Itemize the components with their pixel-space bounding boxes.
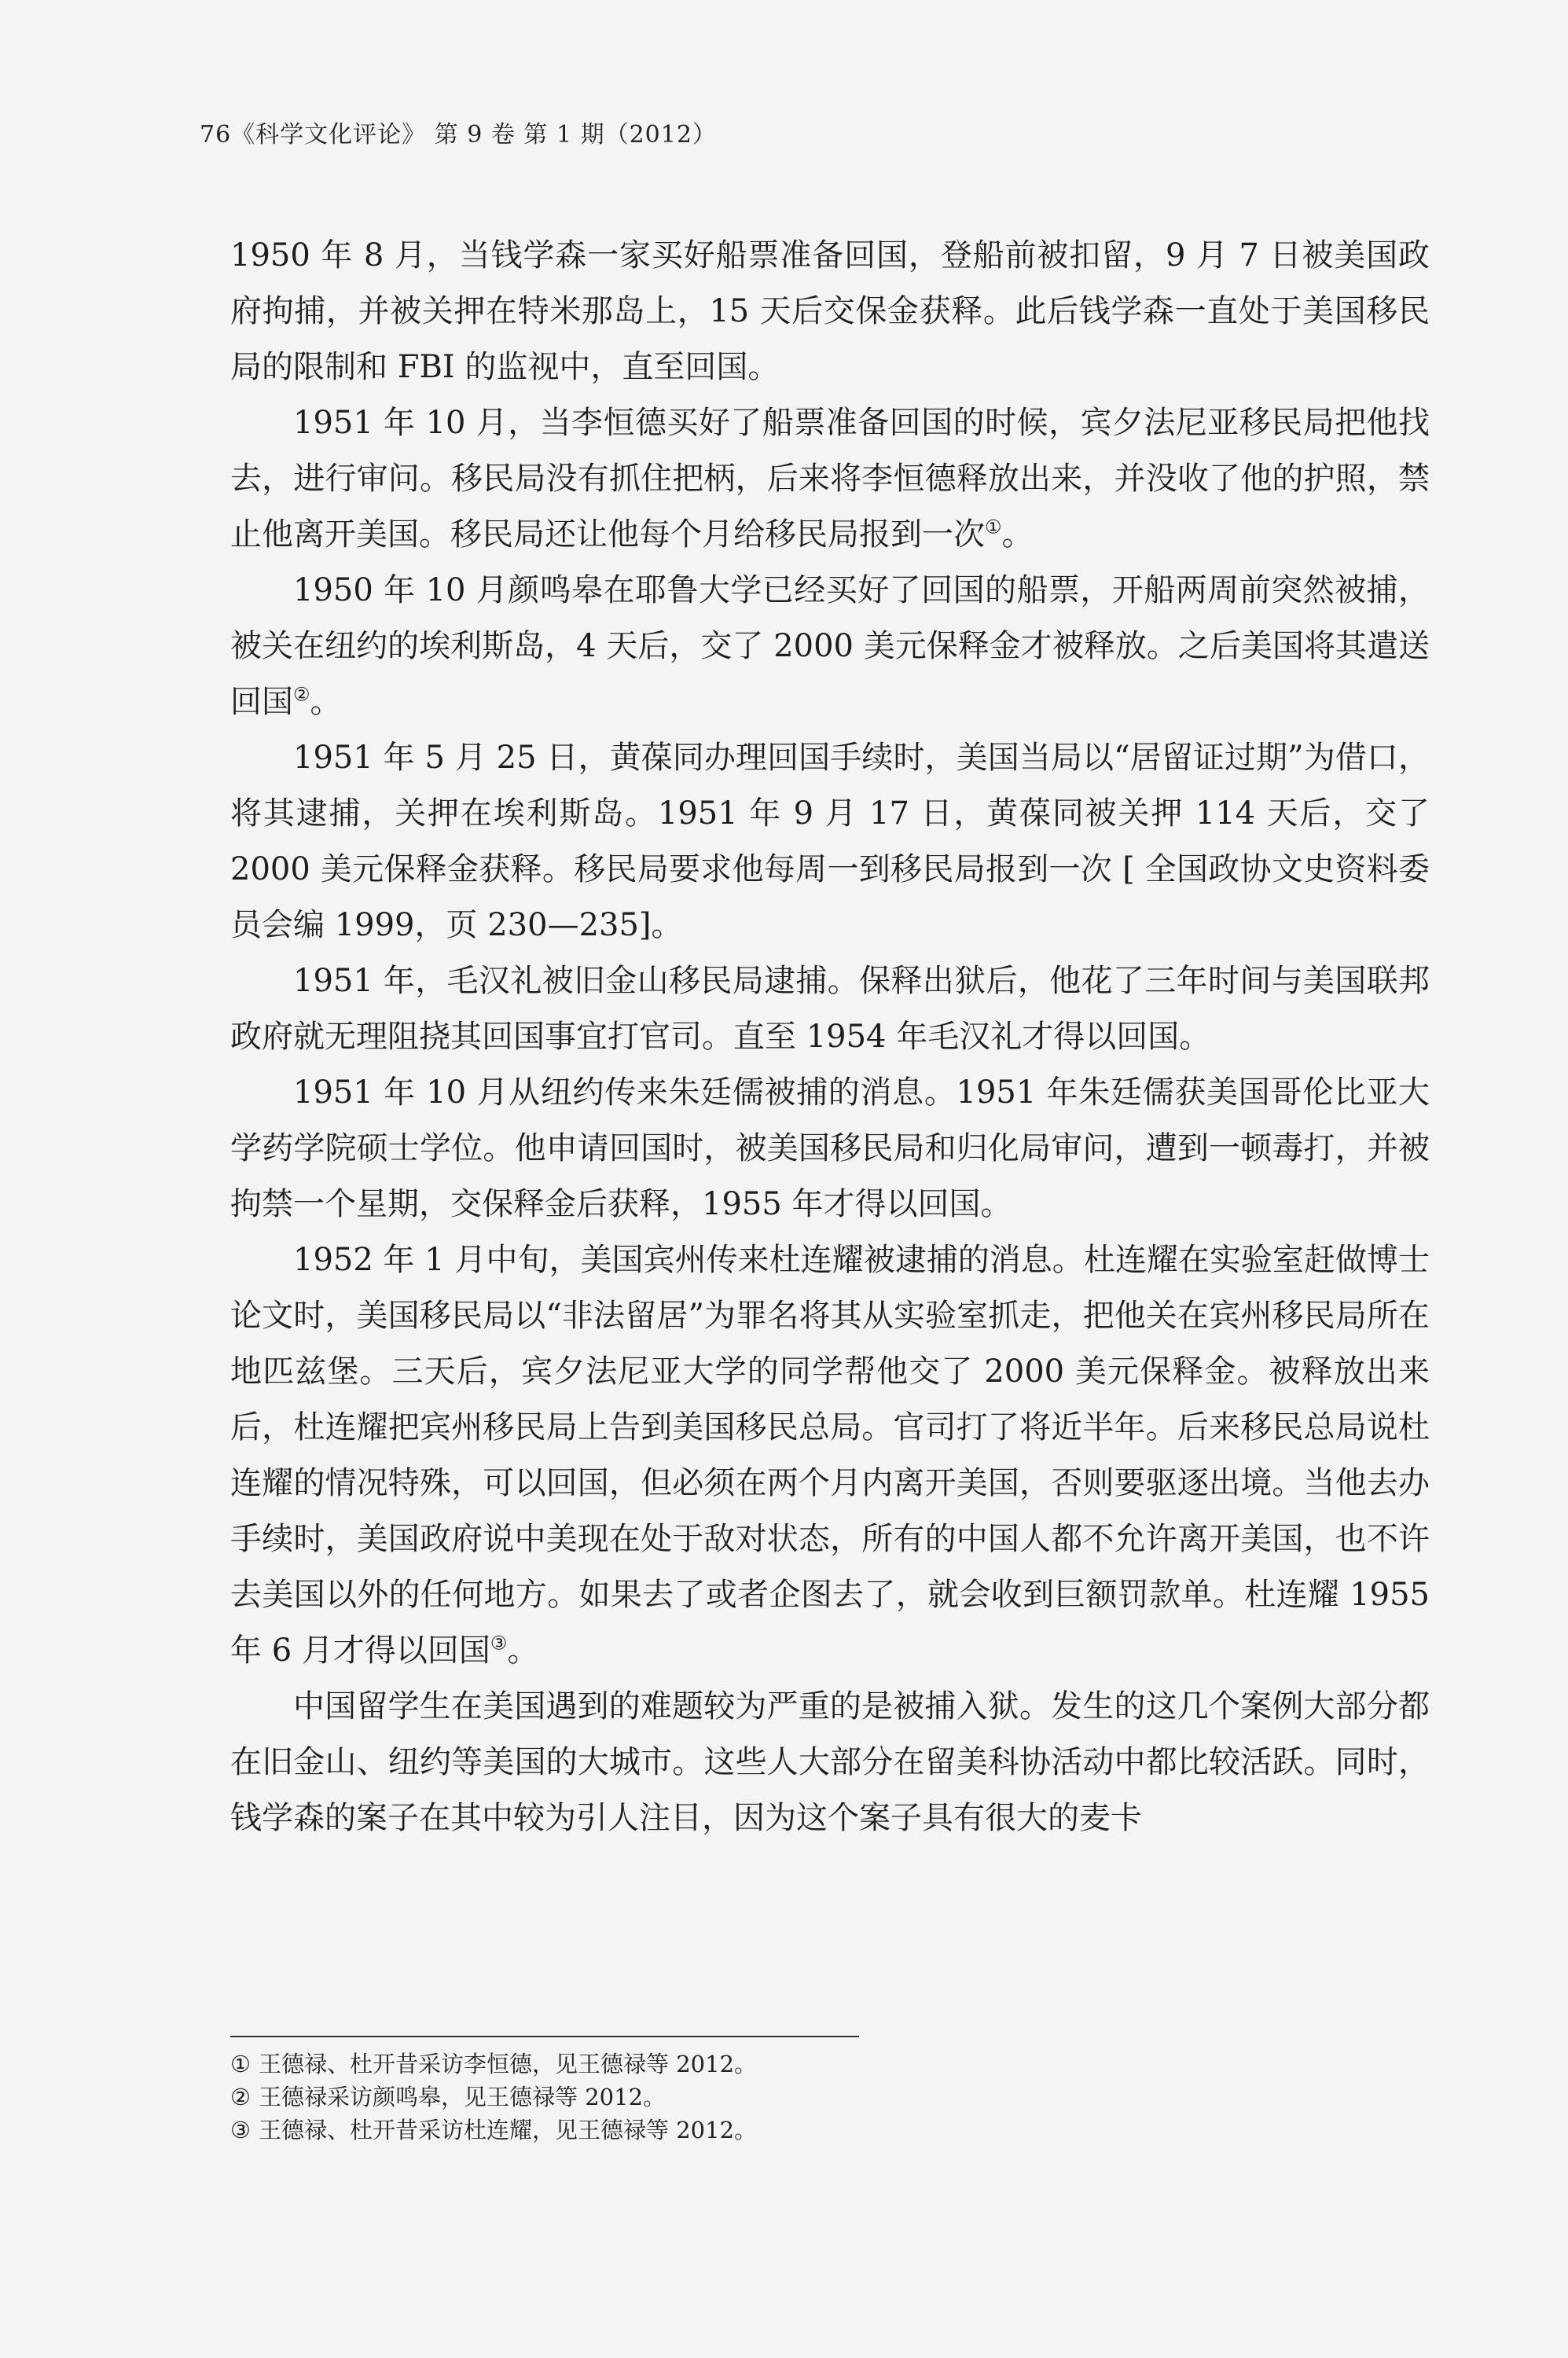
footnote-2 — [230, 2081, 1252, 2114]
footnote-1 — [230, 2048, 1252, 2081]
running-head: 76《科学文化评论》 第 9 卷 第 1 期（2012） — [200, 121, 717, 149]
paragraph-mao-hanli — [230, 953, 1430, 1065]
body-text — [230, 228, 1430, 1846]
paragraph-tail: 。 — [507, 1633, 539, 1669]
paragraph-tail: 。 — [1001, 516, 1034, 553]
paragraph-text: 1950 年 10 月颜鸣皋在耶鲁大学已经买好了回国的船票，开船两周前突然被捕，被关在纽约的埃利斯岛，4 天后，交了 2000 美元保释金才被释放。之后美国将其遣送回国 — [230, 572, 1430, 720]
paragraph-yan-minggao — [230, 563, 1430, 730]
footnote-marker-3[interactable]: ③ — [490, 1632, 508, 1655]
footnote-3 — [230, 2114, 1252, 2147]
paragraph-text: 1950 年 8 月，当钱学森一家买好船票准备回国，登船前被扣留，9 月 7 日被美国政府拘捕，并被关押在特米那岛上，15 天后交保金获释。此后钱学森一直处于美国移民局的限制和 FBI 的监视中，直至回国。 — [230, 237, 1430, 385]
paragraph-summary — [230, 1679, 1430, 1846]
footnote-divider — [230, 2036, 859, 2037]
paragraph-text: 1951 年，毛汉礼被旧金山移民局逮捕。保释出狱后，他花了三年时间与美国联邦政府就无理阻挠其回国事宜打官司。直至 1954 年毛汉礼才得以回国。 — [230, 963, 1430, 1055]
footnotes — [230, 2048, 1252, 2147]
paragraph-text: 中国留学生在美国遇到的难题较为严重的是被捕入狱。发生的这几个案例大部分都在旧金山、纽约等美国的大城市。这些人大部分在留美科协活动中都比较活跃。同时，钱学森的案子在其中较为引人注目，因为这个案子具有很大的麦卡 — [230, 1688, 1430, 1836]
footnote-number: ③ — [230, 2117, 251, 2143]
paragraph-text: 1952 年 1 月中旬，美国宾州传来杜连耀被逮捕的消息。杜连耀在实验室赶做博士论文时，美国移民局以“非法留居”为罪名将其从实验室抓走，把他关在宾州移民局所在地匹兹堡。三天后，宾夕法尼亚大学的同学帮他交了 2000 美元保释金。被释放出来后，杜连耀把宾州移民局上告到美国移民总局。官司打了将近半年。后来移民总局说杜连耀的情况特殊，可以回国，但必须在两个月内离开美国，否则要驱逐出境。当他去办手续时，美国政府说中美现在处于敌对状态，所有的中国人都不允许离开美国，也不许去美国以外的任何地方。如果去了或者企图去了，就会收到巨额罚款单。杜连耀 1955 年 6 月才得以回国 — [230, 1242, 1430, 1669]
paragraph-li-hengde — [230, 395, 1430, 563]
paragraph-zhu-tingru — [230, 1065, 1430, 1232]
footnote-number: ① — [230, 2051, 251, 2077]
footnote-marker-1[interactable]: ① — [985, 516, 1002, 538]
paragraph-du-lianyao — [230, 1232, 1430, 1679]
paragraph-text: 1951 年 10 月从纽约传来朱廷儒被捕的消息。1951 年朱廷儒获美国哥伦比亚大学药学院硕士学位。他申请回国时，被美国移民局和归化局审问，遭到一顿毒打，并被拘禁一个星期，交保释金后获释，1955 年才得以回国。 — [230, 1074, 1430, 1222]
footnote-number: ② — [230, 2084, 251, 2110]
footnote-text: 王德禄、杜开昔采访李恒德，见王德禄等 2012。 — [259, 2051, 758, 2077]
footnote-marker-2[interactable]: ② — [293, 683, 310, 706]
footnote-text: 王德禄、杜开昔采访杜连耀，见王德禄等 2012。 — [259, 2117, 758, 2143]
paragraph-huang-baotong — [230, 730, 1430, 953]
paragraph-text: 1951 年 5 月 25 日，黄葆同办理回国手续时，美国当局以“居留证过期”为借口，将其逮捕，关押在埃利斯岛。1951 年 9 月 17 日，黄葆同被关押 114 天后，交了 2000 美元保释金获释。移民局要求他每周一到移民局报到一次 [ 全国政协文史资料委员会编 1999，页 230—235]。 — [230, 740, 1430, 943]
paragraph-tail: 。 — [310, 684, 342, 720]
paragraph-qian-xuesen — [230, 228, 1430, 395]
footnote-text: 王德禄采访颜鸣皋，见王德禄等 2012。 — [259, 2084, 666, 2110]
paragraph-text: 1951 年 10 月，当李恒德买好了船票准备回国的时候，宾夕法尼亚移民局把他找去，进行审问。移民局没有抓住把柄，后来将李恒德释放出来，并没收了他的护照，禁止他离开美国。移民局还让他每个月给移民局报到一次 — [230, 405, 1430, 553]
